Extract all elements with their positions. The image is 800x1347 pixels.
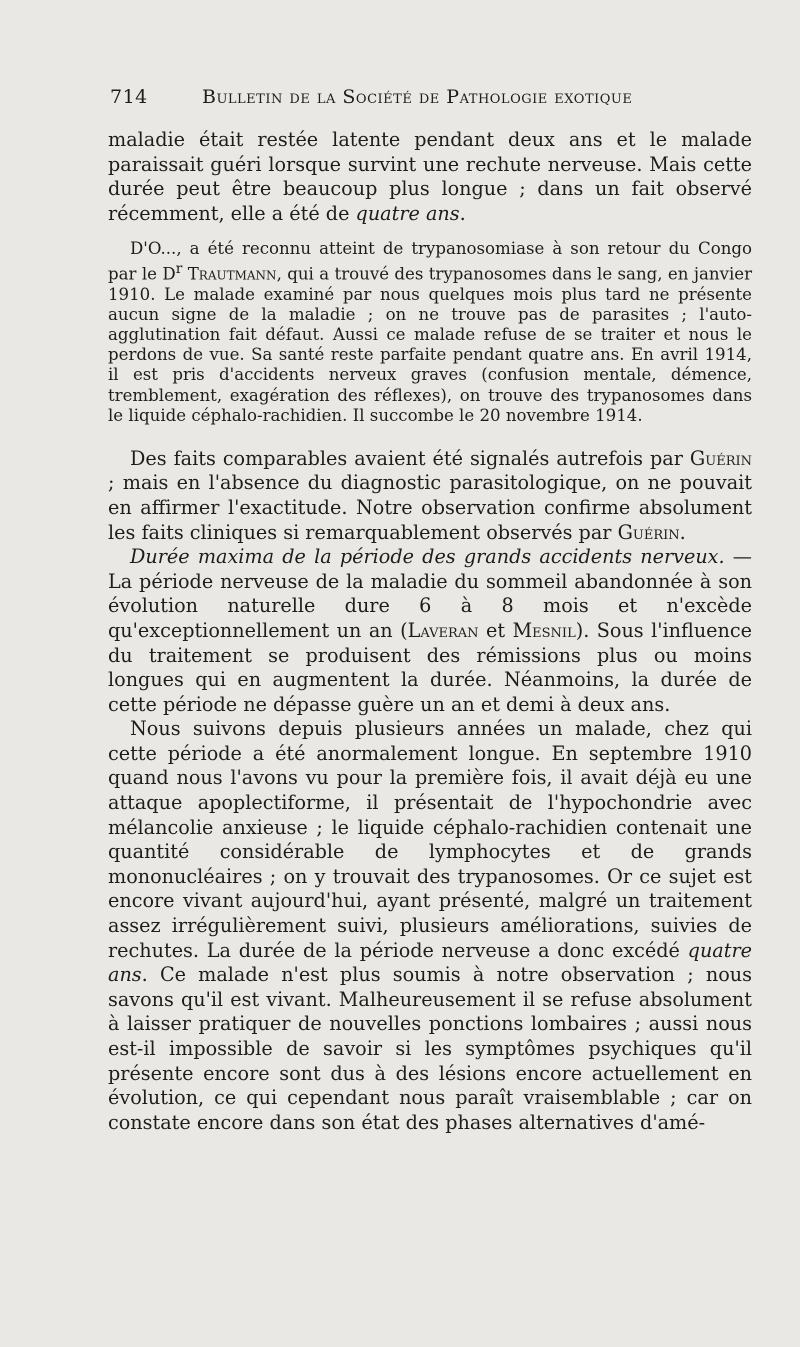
text-run: et	[478, 618, 513, 642]
author-name: Trautmann	[182, 265, 277, 284]
text-run: Des faits comparables avaient été signalés autrefois par	[130, 446, 690, 470]
paragraph-3	[108, 447, 752, 545]
case-report-paragraph	[108, 239, 752, 425]
author-name: Guérin	[689, 446, 752, 470]
text-run: ). Sous l'influence du traitement se produisent des rémissions plus ou moins longues qui en augmentent la durée. Néanmoins, la durée de cette période ne dépasse guère un an et demi à deux ans.	[108, 618, 752, 716]
text-run: .	[459, 201, 466, 225]
text-run: Nous suivons depuis plusieurs années un malade, chez qui cette période a été anormalement longue. En septembre 1910 quand nous l'avons vu pour la première fois, il avait déjà eu une attaque apoplectiforme, il présentait de l'hypochondrie avec mélancolie anxieuse ; le liquide céphalo-rachidien contenait une quantité considérable de lymphocytes et de grands mononucléaires ; on y trouvait des trypanosomes. Or ce sujet est encore vivant aujourd'hui, ayant présenté, malgré un traitement assez irrégulièrement suivi, plusieurs améliorations, suivies de rechutes. La durée de la période nerveuse a donc excédé	[108, 717, 752, 962]
text-run: maladie était restée latente pendant deux ans et le malade paraissait guéri lorsque survint une rechute nerveuse. Mais cette durée peut être beaucoup plus longue ; dans un fait observé récemment, elle a été de	[108, 128, 752, 225]
page-number: 714	[110, 86, 148, 108]
author-name: Guérin	[617, 520, 680, 544]
running-title: Bulletin de la Société de Pathologie exotique	[202, 86, 633, 108]
body-text	[108, 128, 752, 1135]
superscript: r	[175, 261, 183, 278]
italic-run: quatre ans	[355, 201, 460, 225]
paragraph-1	[108, 128, 752, 226]
text-run: , qui a trouvé des trypanosomes dans le sang, en janvier 1910. Le malade examiné par nous quelques mois plus tard ne présente aucun signe de la maladie ; on ne trouve pas de parasites ; l'auto-agglutination fait défaut. Aussi ce malade refuse de se traiter et nous le perdons de vue. Sa santé reste parfaite pendant quatre ans. En avril 1914, il est pris d'accidents nerveux graves (confusion mentale, démence, tremblement, exagération des réflexes), on trouve des trypanosomes dans le liquide céphalo-rachidien. Il succombe le 20 novembre 1914.	[108, 265, 752, 425]
section-heading: Durée maxima de la période des grands accidents nerveux.	[130, 545, 725, 569]
paragraph-5	[108, 717, 752, 1135]
section-paragraph	[108, 545, 752, 717]
italic-run: quatre ans	[108, 938, 752, 987]
author-name: Mesnil	[512, 618, 576, 642]
page-header	[110, 86, 760, 116]
text-run: ; mais en l'absence du diagnostic parasitologique, on ne pouvait en affirmer l'exactitude. Notre observation confirme absolument les faits cliniques si remarquablement observés par	[108, 471, 752, 544]
author-name: Laveran	[407, 618, 479, 642]
text-run: — La période nerveuse de la maladie du sommeil abandonnée à son évolution naturelle dure 6 à 8 mois et n'excède qu'exceptionnellement un an (	[108, 545, 752, 642]
text-run: .	[679, 520, 686, 544]
text-run: D'O..., a été reconnu atteint de trypanosomiase à son retour du Congo par le D	[108, 239, 752, 284]
text-run: . Ce malade n'est plus soumis à notre observation ; nous savons qu'il est vivant. Malheureusement il se refuse absolument à laisser pratiquer de nouvelles ponctions lombaires ; aussi nous est-il impossible de savoir si les symptômes psychiques qu'il présente encore sont dus à des lésions encore actuellement en évolution, ce qui cependant nous paraît vraisemblable ; car on constate encore dans son état des phases alternatives d'amé-	[108, 963, 752, 1134]
